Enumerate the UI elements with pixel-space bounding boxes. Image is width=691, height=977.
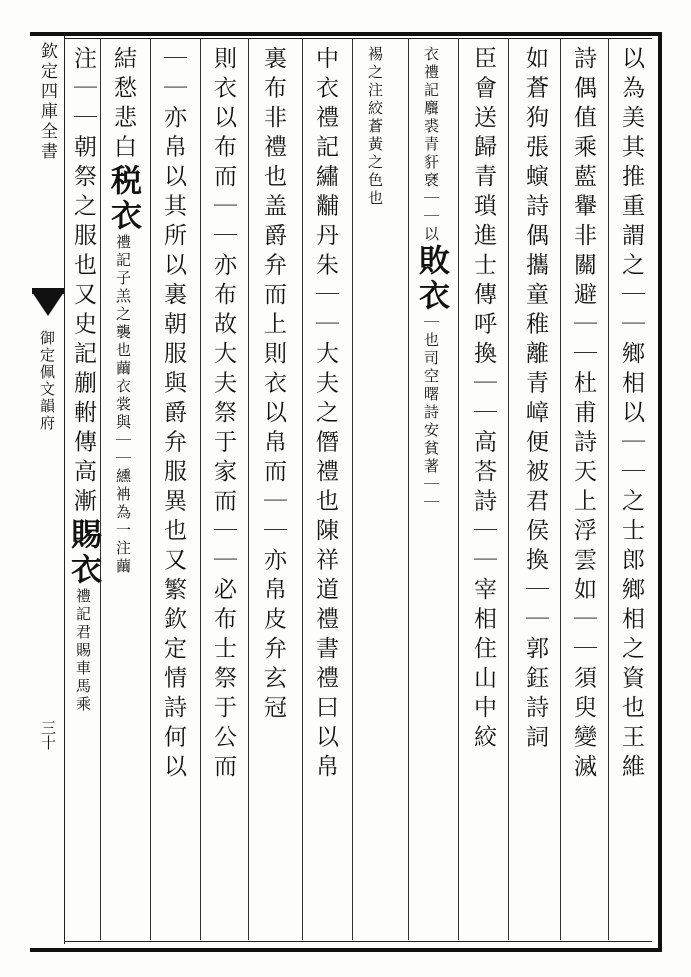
- column-divider: [352, 38, 353, 940]
- entry-heading: 敗衣: [413, 244, 449, 314]
- entry-note: 禮記子羔之襲也繭衣裳與｜｜纁袡為一注繭: [114, 234, 132, 576]
- entry-heading: 税衣: [105, 164, 141, 234]
- text-column-4: 臣會送歸青瑣進士傳呼換｜｜高荅詩｜｜宰相住山中絞: [470, 46, 496, 754]
- text-column-6: [358, 46, 392, 936]
- column-divider: [150, 38, 151, 940]
- text-column-5: [414, 46, 448, 936]
- leaf-number: 三十: [39, 720, 57, 750]
- column-divider: [100, 38, 101, 940]
- column-text: 結愁悲白: [110, 46, 136, 164]
- text-column-10: ｜｜亦帛以其所以裏朝服與爵弁服異也又繁欽定情詩何以: [160, 46, 186, 784]
- margin-work-title: 御定佩文韻府: [38, 330, 56, 432]
- column-divider: [508, 38, 509, 940]
- column-divider: [248, 38, 249, 940]
- entry-note: ｜也司空曙詩安貧著｜｜: [422, 314, 440, 512]
- text-column-1: 以為美其推重謂之｜｜鄉相以｜｜之士郎鄉相之資也王維: [618, 46, 644, 784]
- column-divider: [408, 38, 409, 940]
- entry-note: 禮記君賜車馬乘: [74, 588, 92, 714]
- text-column-11: [106, 46, 140, 936]
- text-column-2: 詩偶值乘藍轝非關避｜｜杜甫詩天上浮雲如｜｜須臾變滅: [570, 46, 596, 784]
- column-divider: [608, 38, 609, 940]
- column-divider: [458, 38, 459, 940]
- text-column-3: 如蒼狗張螾詩偶攜童稚離青嶂便被君侯換｜｜郭鈺詩詞: [522, 46, 548, 754]
- margin-divider: [64, 34, 65, 944]
- text-column-12: [66, 46, 100, 936]
- column-divider: [200, 38, 201, 940]
- entry-note: 裼之注絞蒼黃之色也: [366, 46, 384, 208]
- text-column-8: 裏布非禮也盖爵弁而上則衣以帛而｜｜亦帛皮弁玄冠: [260, 46, 286, 725]
- entry-note: 衣禮記麛裘青豻褎｜｜以: [422, 46, 440, 244]
- entry-heading: 賜衣: [65, 518, 101, 588]
- text-column-7: 中衣禮記繡黼丹朱｜｜大夫之僭禮也陳祥道禮書禮曰以帛: [312, 46, 338, 784]
- margin-book-title: 欽定四庫全書: [37, 42, 57, 162]
- fish-tail-mark: [32, 292, 64, 316]
- text-column-9: 則衣以布而｜｜亦布故大夫祭于家而｜｜必布士祭于公而: [210, 46, 236, 784]
- column-divider: [560, 38, 561, 940]
- column-text: 注｜｜朝祭之服也又史記蒯軵傳高漸: [70, 46, 96, 518]
- column-divider: [302, 38, 303, 940]
